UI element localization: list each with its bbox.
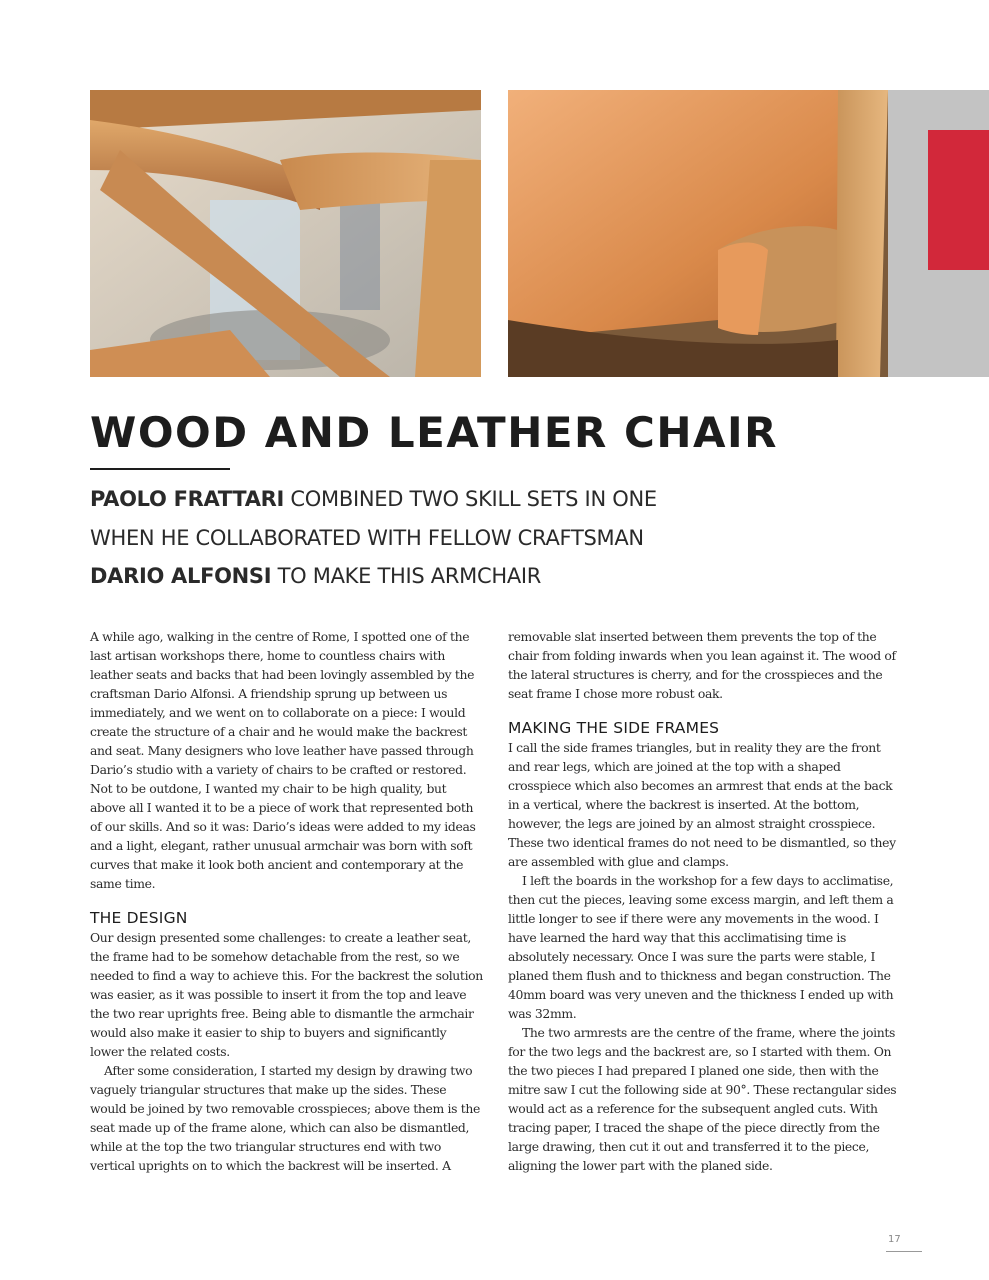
body-paragraph: The two armrests are the centre of the frame, where the joints for the two legs and the backrest are, so I started with them. On the two pieces I had prepared I planed one side, then with the mitre saw I cut the following side at 90°. These rectangular sides would act as a reference for the subsequent angled cuts. With tracing paper, I traced the shape of the piece directly from the large drawing, then cut it out and transferred it to the piece, aligning the lower part with the planed side. <box>508 1025 897 1173</box>
author-name: PAOLO FRATTARI <box>90 487 285 511</box>
body-paragraph: Our design presented some challenges: to create a leather seat, the frame had to be somehow detachable from the rest, so we needed to find a way to achieve this. For the backrest the solution was easier, as it was possible to insert it from the top and leave the two rear uprights free. Being able to dismantle the armchair would also make it easier to ship to buyers and significantly lower the related costs. <box>90 930 483 1059</box>
standfirst-line-2: WHEN HE COLLABORATED WITH FELLOW CRAFTSMAN <box>90 525 644 550</box>
collaborator-name: DARIO ALFONSI <box>90 564 272 588</box>
page-number: 17 <box>888 1234 901 1245</box>
body-paragraph: I left the boards in the workshop for a few days to acclimatise, then cut the pieces, leaving some excess margin, and left them a little longer to see if there were any movements in the wood. I have learned the hard way that this acclimatising time is absolutely necessary. Once I was sure the parts were stable, I planed them flush and to thickness and began construction. The 40mm board was very uneven and the thickness I ended up with was 32mm. <box>508 873 894 1021</box>
standfirst-line-3: DARIO ALFONSI TO MAKE THIS ARMCHAIR <box>90 564 542 588</box>
section-heading-design: THE DESIGN <box>90 909 188 927</box>
intro-paragraph: A while ago, walking in the centre of Rome, I spotted one of the last artisan workshops there, home to countless chairs with leather seats and backs that had been lovingly assembled by the craftsman Dario Alfonsi. A friendship sprung up between us immediately, and we went on to collaborate on a piece: I would create the structure of a chair and he would make the backrest and seat. Many designers who love leather have passed through Dario’s studio with a variety of chairs to be crafted or restored. Not to be outdone, I wanted my chair to be high quality, but above all I wanted it to be a piece of work that represented both of our skills. And so it was: Dario’s ideas were added to my ideas and a light, elegant, rather unusual armchair was born with soft curves that make it look both ancient and contemporary at the same time. <box>90 629 476 891</box>
text-column-right <box>508 627 901 1175</box>
page-number-rule <box>886 1251 922 1252</box>
body-paragraph: I call the side frames triangles, but in reality they are the front and rear legs, which are joined at the top with a shaped crosspiece which also becomes an armrest that ends at the back in a vertical, where the backrest is inserted. At the bottom, however, the legs are joined by an almost straight crosspiece. These two identical frames do not need to be dismantled, so they are assembled with glue and clamps. <box>508 740 896 869</box>
photo-leather-seat <box>508 90 989 377</box>
body-paragraph: removable slat inserted between them prevents the top of the chair from folding inwards when you lean against it. The wood of the lateral structures is cherry, and for the crosspieces and the seat frame I chose more robust oak. <box>508 629 896 701</box>
section-heading-side-frames: MAKING THE SIDE FRAMES <box>508 719 720 737</box>
article-title: WOOD AND LEATHER CHAIR <box>90 408 778 457</box>
title-rule <box>90 468 230 470</box>
standfirst <box>90 480 890 596</box>
standfirst-line-1: PAOLO FRATTARI COMBINED TWO SKILL SETS IN ONE <box>90 487 657 511</box>
body-paragraph: After some consideration, I started my design by drawing two vaguely triangular structures that make up the sides. These would be joined by two removable crosspieces; above them is the seat made up of the frame alone, which can also be dismantled, while at the top the two triangular structures end with two vertical uprights on to which the backrest will be inserted. A <box>90 1063 480 1173</box>
text-column-left <box>90 627 483 1175</box>
photo-armrest-joint <box>90 90 481 377</box>
